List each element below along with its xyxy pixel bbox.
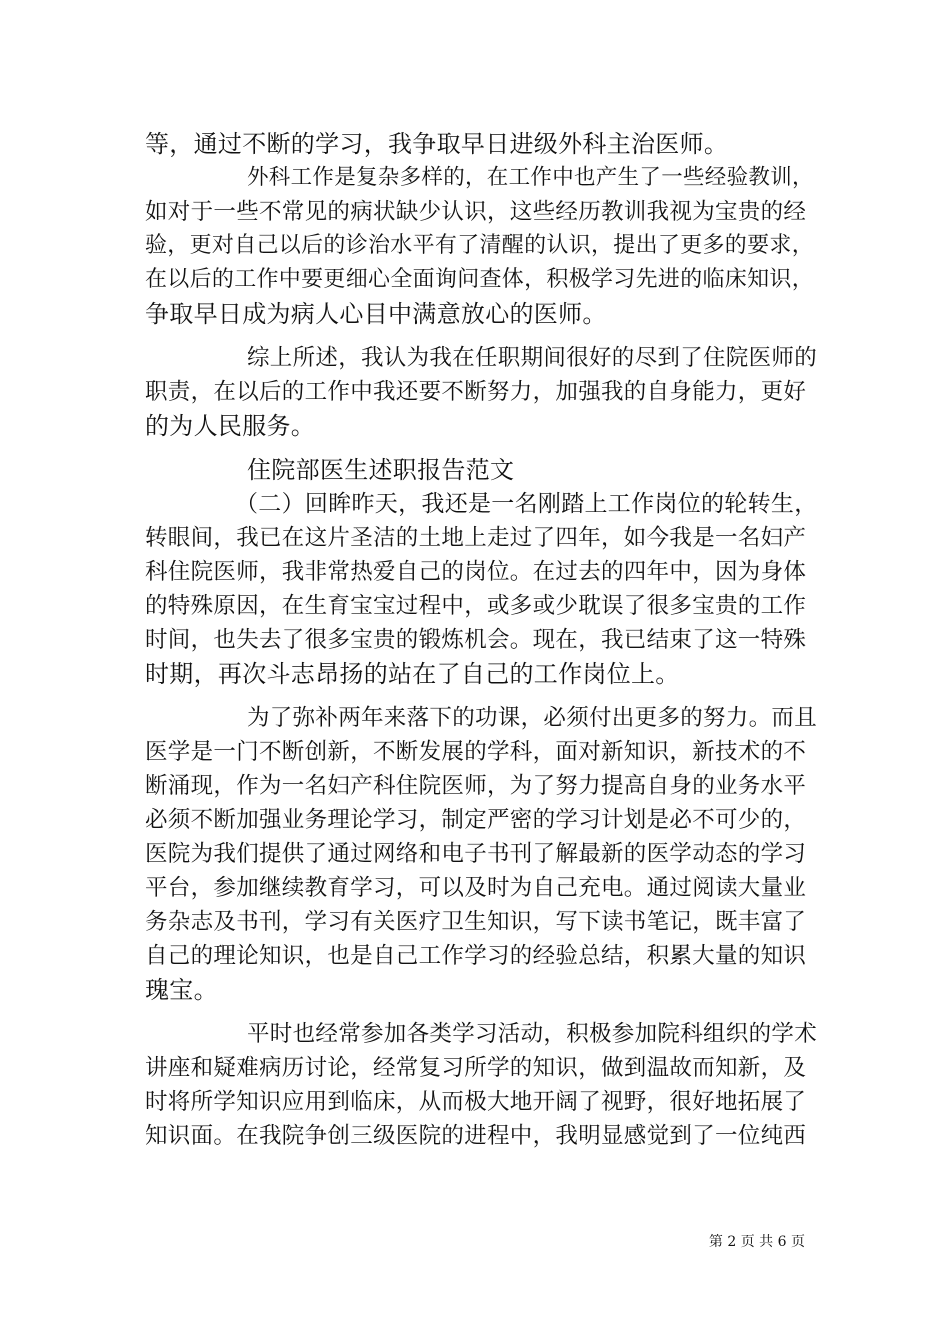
text-line-2: 外科工作是复杂多样的，在工作中也产生了一些经验教训，	[247, 165, 814, 190]
text-line-25: 瑰宝。	[145, 976, 218, 1004]
text-line-3: 如对于一些不常见的病状缺少认识，这些经历教训我视为宝贵的经	[145, 199, 807, 225]
text-line-28: 时将所学知识应用到临床，从而极大地开阔了视野，很好地拓展了	[145, 1089, 807, 1115]
text-line-17: 为了弥补两年来落下的功课，必须付出更多的努力。而且	[247, 705, 818, 731]
text-line-5: 在以后的工作中要更细心全面询问查体，积极学习先进的临床知识，	[145, 267, 815, 292]
text-line-8: 职责，在以后的工作中我还要不断努力，加强我的自身能力，更好	[145, 379, 807, 405]
text-line-6: 争取早日成为病人心目中满意放心的医师。	[145, 300, 607, 328]
text-line-27: 讲座和疑难病历讨论，经常复习所学的知识，做到温故而知新，及	[145, 1055, 807, 1081]
text-line-29: 知识面。在我院争创三级医院的进程中，我明显感觉到了一位纯西	[145, 1123, 807, 1149]
text-line-12: 转眼间，我已在这片圣洁的土地上走过了四年，如今我是一名妇产	[145, 525, 807, 551]
text-line-21: 医院为我们提供了通过网络和电子书刊了解最新的医学动态的学习	[145, 841, 807, 867]
page-number-footer: 第 2 页 共 6 页	[708, 1234, 805, 1250]
text-line-18: 医学是一门不断创新，不断发展的学科，面对新知识，新技术的不	[145, 739, 807, 765]
text-line-13: 科住院医师，我非常热爱自己的岗位。在过去的四年中，因为身体	[145, 559, 807, 585]
text-line-20: 必须不断加强业务理论学习，制定严密的学习计划是必不可少的，	[145, 807, 807, 833]
text-line-24: 自己的理论知识，也是自己工作学习的经验总结，积累大量的知识	[145, 943, 807, 969]
text-line-7: 综上所述，我认为我在任职期间很好的尽到了住院医师的	[247, 345, 818, 371]
text-line-19: 断涌现，作为一名妇产科住院医师，为了努力提高自身的业务水平	[145, 773, 807, 799]
text-line-15: 时间，也失去了很多宝贵的锻炼机会。现在，我已结束了这一特殊	[145, 627, 807, 653]
text-line-4: 验，更对自己以后的诊治水平有了清醒的认识，提出了更多的要求，	[145, 233, 815, 258]
text-line-1: 等，通过不断的学习，我争取早日进级外科主治医师。	[145, 130, 729, 158]
section-heading: 住院部医生述职报告范文	[247, 456, 515, 484]
text-line-16: 时期，再次斗志昂扬的站在了自己的工作岗位上。	[145, 660, 680, 688]
text-line-22: 平台，参加继续教育学习，可以及时为自己充电。通过阅读大量业	[145, 875, 807, 901]
text-line-9: 的为人民服务。	[145, 412, 316, 440]
text-line-26: 平时也经常参加各类学习活动，积极参加院科组织的学术	[247, 1021, 818, 1047]
text-line-23: 务杂志及书刊，学习有关医疗卫生知识，写下读书笔记，既丰富了	[145, 909, 807, 935]
text-line-14: 的特殊原因，在生育宝宝过程中，或多或少耽误了很多宝贵的工作	[145, 593, 807, 619]
text-line-11: （二）回眸昨天，我还是一名刚踏上工作岗位的轮转生，	[235, 491, 818, 517]
